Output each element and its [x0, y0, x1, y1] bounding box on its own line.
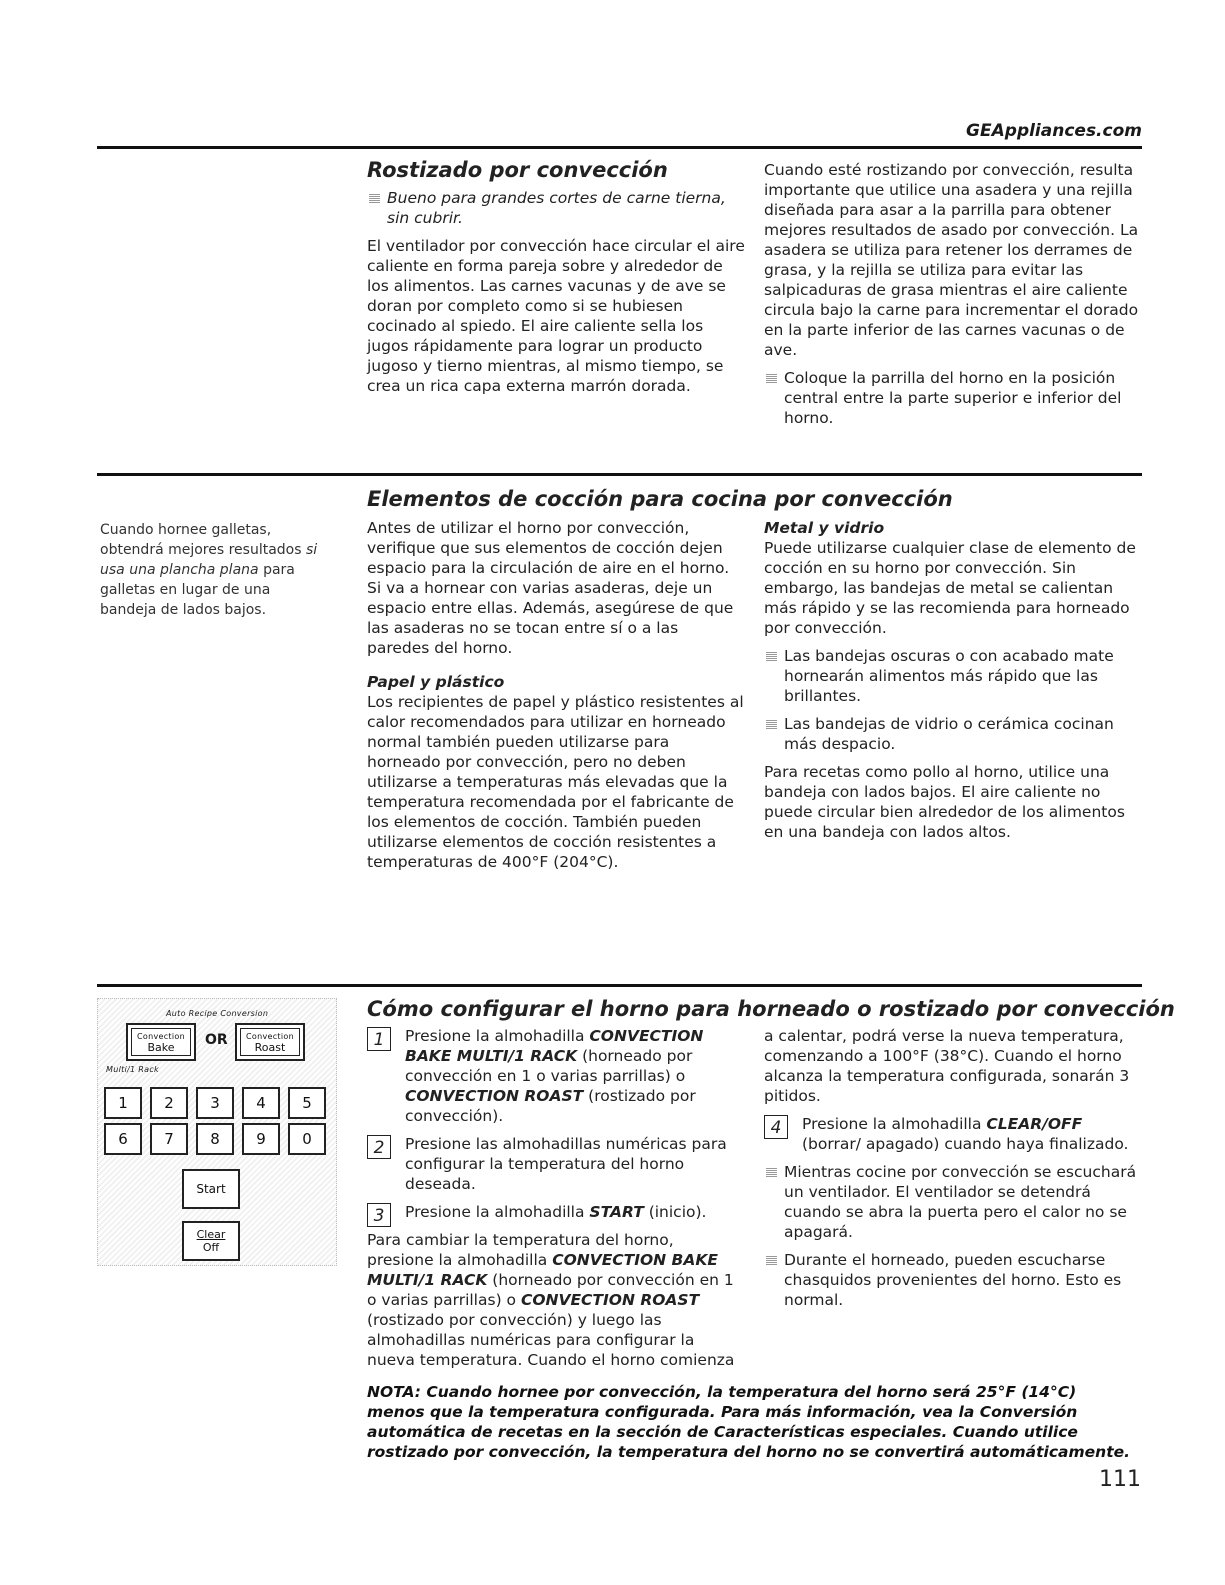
como-right-column — [764, 1026, 1144, 1318]
como-left-column — [367, 1026, 745, 1378]
start-key: Start — [182, 1169, 240, 1209]
section-rule-3 — [97, 984, 1142, 987]
step-number: 3 — [367, 1203, 391, 1227]
step-1: 1 Presione la almohadilla CONVECTION BAKE MULTI/1 RACK (horneado por convección en 1 o varias parrillas) o CONVECTION ROAST (rostizado por convección). — [367, 1026, 745, 1126]
side-note: Cuando hornee galletas, obtendrá mejores resultados si usa una plancha plana para galletas en lugar de una bandeja de lados bajos. — [100, 522, 318, 618]
metal-para: Para recetas como pollo al horno, utilice una bandeja con lados bajos. El aire caliente no puede circular bien alrededor de los alimentos en una bandeja con lados altos. — [764, 763, 1125, 841]
metal-bullet1: Las bandejas oscuras o con acabado mate hornearán alimentos más rápido que las brillantes. — [764, 646, 1144, 706]
temp-display-para: a calentar, podrá verse la nueva temperatura, comenzando a 100°F (38°C). Cuando el horno alcanza la temperatura configurada, sonarán 3 pitidos. — [764, 1027, 1130, 1105]
bullet-icon — [766, 1255, 777, 1265]
bullet-icon — [766, 373, 777, 383]
elementos-title: Elementos de cocción para cocina por convección — [367, 487, 953, 511]
top-rule — [97, 146, 1142, 149]
step-number: 4 — [764, 1115, 788, 1139]
metal-subtitle: Metal y vidrio — [764, 519, 885, 537]
key-7: 7 — [150, 1123, 188, 1155]
control-panel-illustration — [97, 998, 337, 1266]
bullet-icon — [766, 651, 777, 661]
key-5: 5 — [288, 1087, 326, 1119]
rostizado-para1: El ventilador por convección hace circular el aire caliente en forma pareja sobre y alrededor de los alimentos. Las carnes vacunas y de ave se doran por completo como si se hubiesen cocinado al spiedo. El aire caliente sella los jugos rápidamente para lograr un producto jugoso y tierno mientras, al mismo tiempo, se crea un rica capa externa marrón dorada. — [367, 237, 745, 395]
key-4: 4 — [242, 1087, 280, 1119]
rostizado-title: Rostizado por convección — [367, 158, 668, 182]
metal-bullet2: Las bandejas de vidrio o cerámica cocinan más despacio. — [764, 714, 1144, 754]
site-url: GEAppliances.com — [966, 121, 1142, 141]
key-1: 1 — [104, 1087, 142, 1119]
metal-text: Puede utilizarse cualquier clase de elemento de cocción en su horno por convección. Sin embargo, las bandejas de metal se calientan más rápido y se las recomienda para horneado por convección. — [764, 539, 1136, 637]
bullet-icon — [766, 719, 777, 729]
como-title: Cómo configurar el horno para horneado o rostizado por convección — [367, 997, 1175, 1021]
elementos-intro: Antes de utilizar el horno por convección, verifique que sus elementos de cocción dejen espacio para la circulación de aire en el horno. Si va a hornear con varias asaderas, deje un espacio entre ellas. Además, asegúrese de que las asaderas no se tocan entre sí o a las paredes del horno. — [367, 519, 734, 657]
step-number: 2 — [367, 1135, 391, 1159]
elementos-left-column — [367, 518, 745, 880]
rostizado-bullet: Bueno para grandes cortes de carne tierna, sin cubrir. — [367, 188, 745, 228]
papel-subtitle: Papel y plástico — [367, 673, 505, 691]
step-3: 3 Presione la almohadilla START (inicio). — [367, 1202, 745, 1222]
key-3: 3 — [196, 1087, 234, 1119]
auto-recipe-label: Auto Recipe Conversion — [166, 1009, 269, 1018]
section-rule-2 — [97, 473, 1142, 476]
rostizado-right-column — [764, 160, 1144, 436]
clear-off-key: Clear Off — [182, 1221, 240, 1261]
page-number: 111 — [1099, 1467, 1141, 1492]
bullet-icon — [369, 193, 380, 203]
clicks-bullet: Durante el horneado, pueden escucharse chasquidos provenientes del horno. Esto es normal. — [764, 1250, 1144, 1310]
step-number: 1 — [367, 1027, 391, 1051]
or-label: OR — [205, 1032, 228, 1048]
convection-bake-key: Convection Bake — [126, 1023, 196, 1061]
rostizado-bullet2: Coloque la parrilla del horno en la posición central entre la parte superior e inferior del horno. — [764, 368, 1144, 428]
key-0: 0 — [288, 1123, 326, 1155]
change-temp-para: Para cambiar la temperatura del horno, presione la almohadilla CONVECTION BAKE MULTI/1 RACK (horneado por convección en 1 o varias parrillas) o CONVECTION ROAST (rostizado por convección) y luego las almohadillas numéricas para configurar la nueva temperatura. Cuando el horno comienza — [367, 1231, 735, 1369]
elementos-right-column — [764, 518, 1144, 850]
papel-text: Los recipientes de papel y plástico resistentes al calor recomendados para utilizar en horneado normal también pueden utilizarse para horneado por convección, pero no deben utilizarse a temperaturas más elevadas que la temperatura recomendada por el fabricante de los elementos de cocción. También pueden utilizarse elementos de cocción resistentes a temperaturas de 400°F (204°C). — [367, 693, 744, 871]
bullet-icon — [766, 1167, 777, 1177]
nota-note: NOTA: Cuando hornee por convección, la temperatura del horno será 25°F (14°C) menos que la temperatura configurada. Para más información, vea la Conversión automática de recetas en la sección de Características especiales. Cuando utilice rostizado por convección, la temperatura del horno no se convertirá automáticamente. — [367, 1383, 1131, 1461]
key-6: 6 — [104, 1123, 142, 1155]
step-2: 2 Presione las almohadillas numéricas para configurar la temperatura del horno deseada. — [367, 1134, 745, 1194]
convection-roast-key: Convection Roast — [235, 1023, 305, 1061]
key-9: 9 — [242, 1123, 280, 1155]
key-8: 8 — [196, 1123, 234, 1155]
fan-bullet: Mientras cocine por convección se escuchará un ventilador. El ventilador se detendrá cuando se abra la puerta pero el calor no se apagará. — [764, 1162, 1144, 1242]
rostizado-para2: Cuando esté rostizando por convección, resulta importante que utilice una asadera y una rejilla diseñada para asar a la parrilla para obtener mejores resultados de asado por convección. La asadera se utiliza para retener los derrames de grasa, y la rejilla se utiliza para evitar las salpicaduras de grasa mientras el aire caliente circula bajo la carne para incrementar el dorado en la parte inferior de las carnes vacunas o de ave. — [764, 161, 1139, 359]
step-4: 4 Presione la almohadilla CLEAR/OFF (borrar/ apagado) cuando haya finalizado. — [764, 1114, 1144, 1154]
multi-rack-label: Multi/1 Rack — [106, 1065, 159, 1074]
rostizado-left-column — [367, 188, 745, 404]
key-2: 2 — [150, 1087, 188, 1119]
